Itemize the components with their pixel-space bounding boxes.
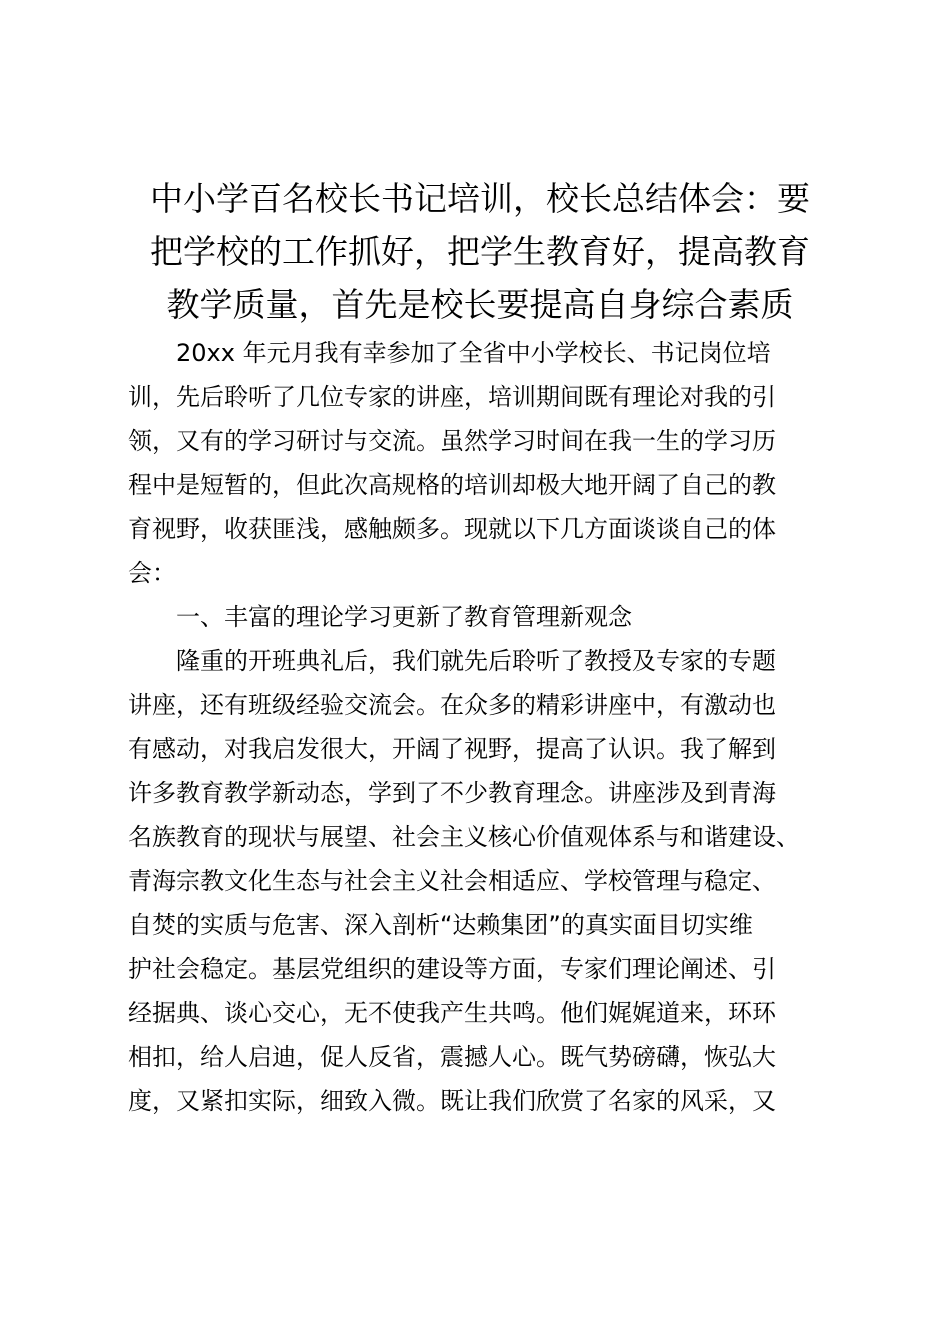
section-heading: 一、丰富的理论学习更新了教育管理新观念 bbox=[128, 603, 632, 631]
title-line: 中小学百名校长书记培训，校长总结体会：要 bbox=[150, 179, 810, 218]
paragraph-line: 领，又有的学习研讨与交流。虽然学习时间在我一生的学习历 bbox=[128, 427, 776, 455]
title-line: 把学校的工作抓好，把学生教育好，提高教育 bbox=[150, 232, 810, 271]
paragraph-line: 讲座，还有班级经验交流会。在众多的精彩讲座中，有激动也 bbox=[128, 691, 776, 719]
title-line: 教学质量，首先是校长要提高自身综合素质 bbox=[166, 285, 794, 324]
paragraph-line: 育视野，收获匪浅，感触颇多。现就以下几方面谈谈自己的体 bbox=[128, 515, 776, 543]
paragraph-line: 隆重的开班典礼后，我们就先后聆听了教授及专家的专题 bbox=[128, 647, 776, 675]
intro-paragraph bbox=[128, 331, 843, 595]
paragraph-line: 20xx 年元月我有幸参加了全省中小学校长、书记岗位培 bbox=[128, 339, 771, 367]
paragraph-line: 度，又紧扣实际，细致入微。既让我们欣赏了名家的风采，又 bbox=[128, 1087, 776, 1115]
paragraph-line: 许多教育教学新动态，学到了不少教育理念。讲座涉及到青海 bbox=[128, 779, 776, 807]
paragraph-line: 会： bbox=[128, 559, 176, 587]
paragraph-line: 经据典、谈心交心，无不使我产生共鸣。他们娓娓道来，环环 bbox=[128, 999, 776, 1027]
paragraph-line: 自焚的实质与危害、深入剖析“达赖集团”的真实面目切实维 bbox=[128, 911, 753, 939]
paragraph-line: 相扣，给人启迪，促人反省，震撼人心。既气势磅礴，恢弘大 bbox=[128, 1043, 776, 1071]
document-title bbox=[128, 172, 832, 331]
section-paragraph bbox=[128, 639, 843, 1123]
paragraph-line: 程中是短暂的，但此次高规格的培训却极大地开阔了自己的教 bbox=[128, 471, 776, 499]
paragraph-line: 名族教育的现状与展望、社会主义核心价值观体系与和谐建设、 bbox=[128, 823, 800, 851]
paragraph-line: 护社会稳定。基层党组织的建设等方面，专家们理论阐述、引 bbox=[128, 955, 776, 983]
paragraph-line: 训，先后聆听了几位专家的讲座，培训期间既有理论对我的引 bbox=[128, 383, 776, 411]
document-body bbox=[128, 331, 843, 1123]
paragraph-line: 青海宗教文化生态与社会主义社会相适应、学校管理与稳定、 bbox=[128, 867, 776, 895]
paragraph-line: 有感动，对我启发很大，开阔了视野，提高了认识。我了解到 bbox=[128, 735, 776, 763]
